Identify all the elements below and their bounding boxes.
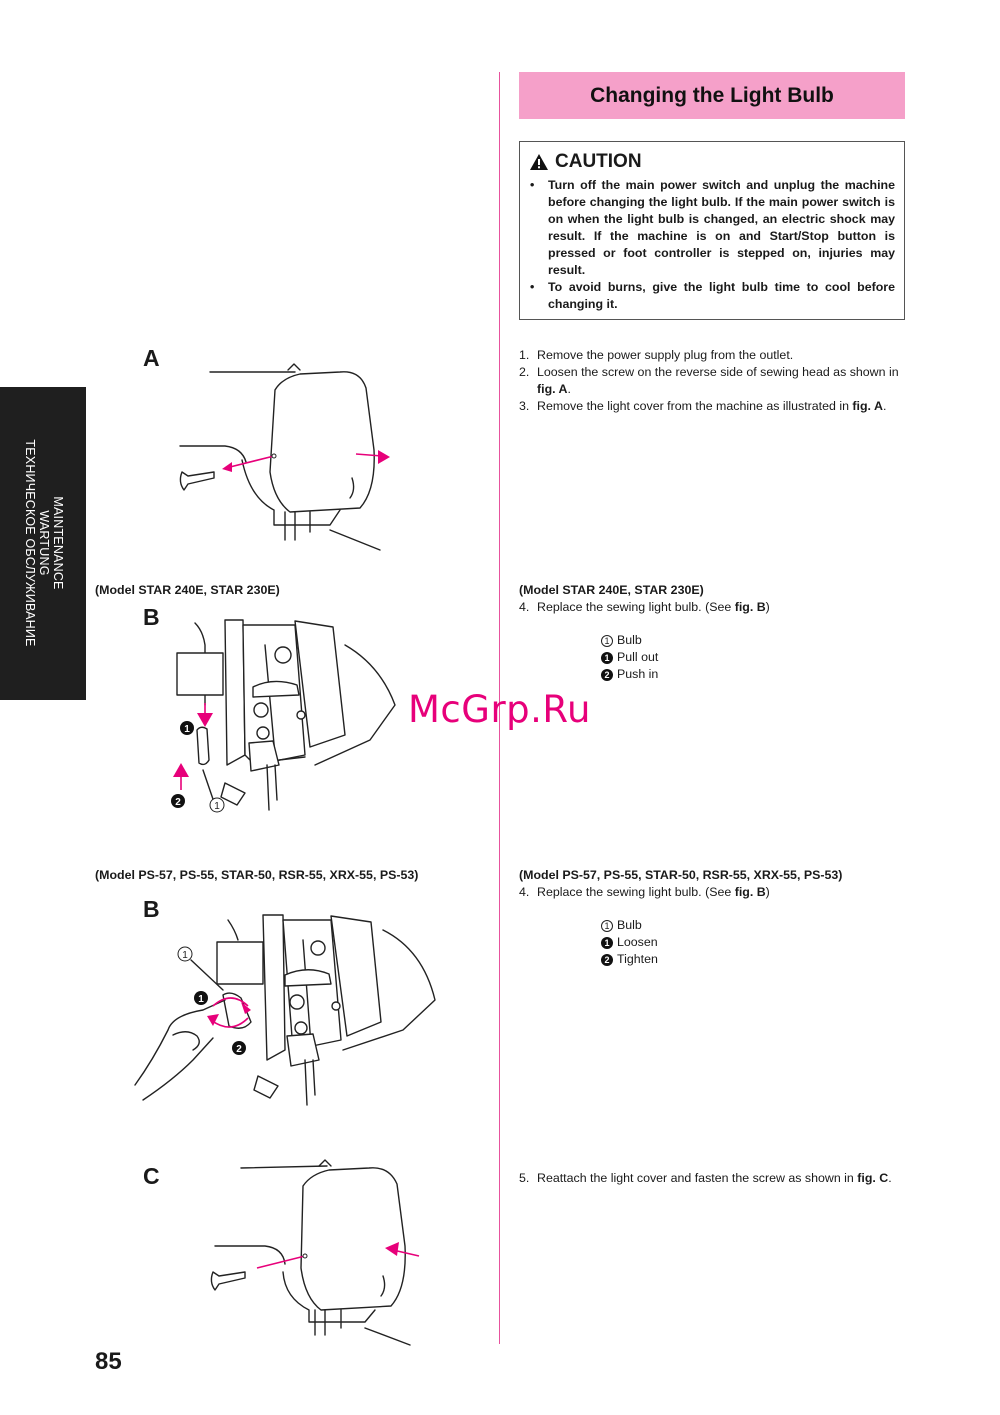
- model-caption-ps-right: (Model PS-57, PS-55, STAR-50, RSR-55, XRX-55, PS-53): [519, 868, 843, 882]
- step-text: Reattach the light cover and fasten the screw as shown in: [537, 1171, 858, 1185]
- model-caption-star-left: (Model STAR 240E, STAR 230E): [95, 583, 280, 597]
- page-title: Changing the Light Bulb: [590, 83, 834, 107]
- step-number: 4.: [519, 600, 530, 614]
- legend-row: [601, 917, 658, 934]
- steps-list-ps: [519, 884, 907, 901]
- step-item: [519, 364, 907, 398]
- legend-label: Bulb: [617, 633, 642, 647]
- legend-row: [601, 649, 658, 666]
- legend-label: Loosen: [617, 935, 658, 949]
- figure-letter-b2: B: [143, 896, 160, 922]
- callout-pull-out: 1: [184, 724, 190, 735]
- side-tab-line-de: WARTUNG: [37, 510, 51, 576]
- step-text-end: ): [765, 600, 770, 614]
- step-number: 2.: [519, 365, 530, 379]
- step-number: 4.: [519, 885, 530, 899]
- step-item: [519, 599, 907, 616]
- steps-list-a: [519, 347, 907, 415]
- legend-row: [601, 934, 658, 951]
- caution-list: [529, 177, 895, 313]
- side-tab-text: [23, 439, 65, 646]
- step-item: [519, 347, 907, 364]
- model-caption-ps-left: (Model PS-57, PS-55, STAR-50, RSR-55, XRX-55, PS-53): [95, 868, 419, 882]
- step-item: [519, 1170, 907, 1187]
- callout-marker: 2: [601, 954, 613, 966]
- legend-star: [601, 632, 658, 683]
- legend-ps: [601, 917, 658, 968]
- caution-item: • To avoid burns, give the light bulb time to cool before changing it.: [529, 279, 895, 313]
- caution-box: [519, 141, 905, 320]
- step-number: 1.: [519, 348, 530, 362]
- step-text: Replace the sewing light bulb. (See: [537, 885, 735, 899]
- callout-marker: 1: [601, 652, 613, 664]
- figure-letter-a: A: [143, 345, 160, 371]
- figure-ref: fig. B: [734, 885, 766, 899]
- page-number: 85: [95, 1348, 122, 1375]
- figure-ref: fig. B: [734, 600, 766, 614]
- figure-b1-illustration: [165, 615, 415, 820]
- figure-ref: fig. A: [852, 399, 883, 413]
- caution-heading: [529, 151, 895, 173]
- step-number: 3.: [519, 399, 530, 413]
- step-item: [519, 398, 907, 415]
- caution-item: • Turn off the main power switch and unplug the machine before changing the light bulb. If the main power switch is on when the light bulb is changed, an electric shock may result. If the machine is on and Start/Stop button is pressed or foot controller is stepped on, injuries may result.: [529, 177, 895, 279]
- figure-letter-c: C: [143, 1163, 160, 1189]
- figure-ref: fig. A: [537, 382, 568, 396]
- step-number: 5.: [519, 1171, 530, 1185]
- legend-label: Push in: [617, 667, 659, 681]
- section-side-tab: [0, 387, 86, 700]
- side-tab-line-en: MAINTENANCE: [51, 496, 65, 590]
- legend-label: Tighten: [617, 952, 658, 966]
- legend-label: Bulb: [617, 918, 642, 932]
- step-text-end: .: [882, 399, 887, 413]
- model-caption-star-right: (Model STAR 240E, STAR 230E): [519, 583, 704, 597]
- caution-heading-text: CAUTION: [555, 151, 642, 172]
- legend-label: Pull out: [617, 650, 659, 664]
- steps-list-c: [519, 1170, 907, 1187]
- step-text: Remove the power supply plug from the outlet.: [537, 348, 794, 362]
- side-tab-line-ru: ТЕХНИЧЕСКОЕ ОБСЛУЖИВАНИЕ: [23, 439, 37, 647]
- callout-marker: 1: [601, 920, 613, 932]
- step-text-end: .: [567, 382, 571, 396]
- callout-push-in: 2: [175, 797, 181, 808]
- callout-marker: 2: [601, 669, 613, 681]
- warning-icon: [529, 153, 549, 171]
- figure-ref: fig. C: [857, 1171, 889, 1185]
- callout-loosen: 1: [198, 994, 204, 1005]
- title-banner: [519, 72, 905, 119]
- legend-row: [601, 951, 658, 968]
- steps-list-star: [519, 599, 907, 616]
- step-item: [519, 884, 907, 901]
- figure-c-illustration: [205, 1160, 415, 1350]
- callout-bulb: 1: [182, 950, 188, 961]
- figure-b2-illustration: [133, 910, 438, 1110]
- step-text: Remove the light cover from the machine as illustrated in: [537, 399, 853, 413]
- figure-a-illustration: [170, 360, 395, 555]
- legend-row: [601, 666, 658, 683]
- callout-marker: 1: [601, 635, 613, 647]
- callout-tighten: 2: [236, 1044, 242, 1055]
- callout-marker: 1: [601, 937, 613, 949]
- step-text: Replace the sewing light bulb. (See: [537, 600, 735, 614]
- figure-letter-b1: B: [143, 604, 160, 630]
- step-text-end: ): [765, 885, 770, 899]
- legend-row: [601, 632, 658, 649]
- step-text: Loosen the screw on the reverse side of sewing head as shown in: [537, 365, 899, 379]
- watermark: McGrp.Ru: [408, 688, 591, 731]
- step-text-end: .: [888, 1171, 892, 1185]
- callout-bulb: 1: [214, 801, 220, 812]
